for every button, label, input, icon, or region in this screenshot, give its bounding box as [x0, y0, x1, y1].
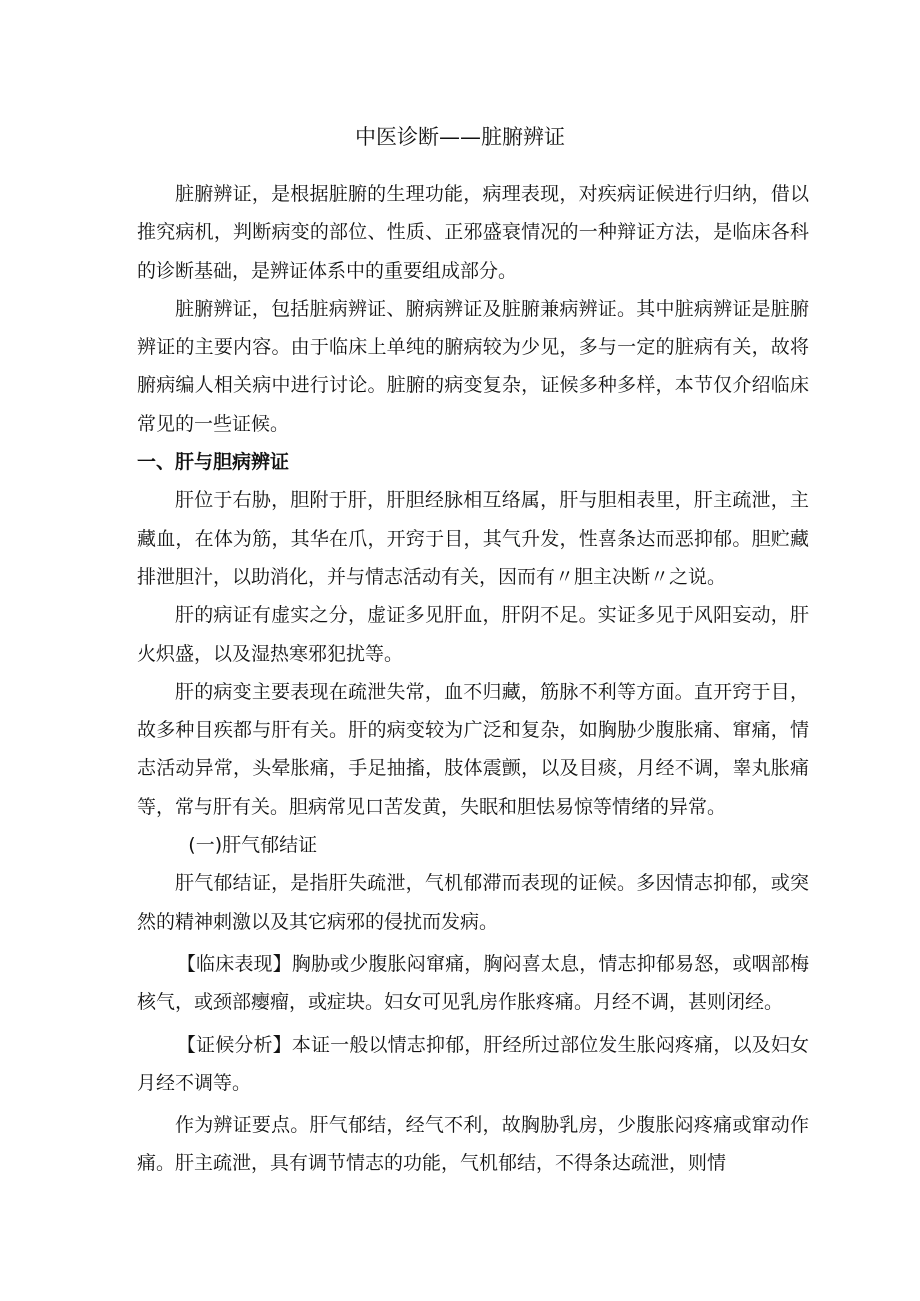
diagnostic-key-points-paragraph: 作为辨证要点。肝气郁结，经气不利，故胸胁乳房，少腹胀闷疼痛或窜动作痛。肝主疏泄，具有调节情志的功能，气机郁结，不得条达疏泄，则情: [137, 1114, 809, 1175]
liver-syndromes-paragraph: 肝的病证有虚实之分，虚证多见肝血，肝阴不足。实证多见于风阳妄动，肝火炽盛，以及湿热寒邪犯扰等。: [137, 604, 809, 665]
intro-paragraph-2: 脏腑辨证，包括脏病辨证、腑病辨证及脏腑兼病辨证。其中脏病辨证是脏腑辨证的主要内容。由于临床上单纯的腑病较为少见，多与一定的脏病有关，故将腑病编人相关病中进行讨论。脏腑的病变复杂，证候多种多样，本节仅介绍临床常见的一些证候。: [137, 297, 809, 435]
page-title: 中医诊断——脏腑辨证: [355, 125, 565, 149]
intro-paragraph-1: 脏腑辨证，是根据脏腑的生理功能，病理表现，对疾病证候进行归纳，借以推究病机，判断病变的部位、性质、正邪盛衰情况的一种辩证方法，是临床各科的诊断基础，是辨证体系中的重要组成部分。: [137, 183, 809, 282]
document-body: [137, 175, 809, 1183]
syndrome-analysis-paragraph: 【证候分析】本证一般以情志抑郁，肝经所过部位发生胀闷疼痛，以及妇女月经不调等。: [137, 1033, 809, 1094]
section-heading-liver-gallbladder: 一、肝与胆病辨证: [137, 451, 290, 474]
clinical-manifestation-paragraph: 【临床表现】胸胁或少腹胀闷窜痛，胸闷喜太息，情志抑郁易怒，或咽部梅核气，或颈部瘿瘤，或症块。妇女可见乳房作胀疼痛。月经不调，甚则闭经。: [137, 952, 809, 1014]
subsection-heading-liver-qi-stagnation: (一)肝气郁结证: [188, 834, 318, 857]
liver-overview-paragraph: 肝位于右胁，胆附于肝，肝胆经脉相互络属，肝与胆相表里，肝主疏泄，主藏血，在体为筋，其华在爪，开窍于目，其气升发，性喜条达而恶抑郁。胆贮藏排泄胆汁，以助消化，并与情志活动有关，因而有〃胆主决断〃之说。: [137, 489, 809, 588]
liver-manifestations-paragraph: 肝的病变主要表现在疏泄失常，血不归藏，筋脉不利等方面。直开窍于目，故多种目疾都与肝有关。肝的病变较为广泛和复杂，如胸胁少腹胀痛、窜痛，情志活动异常，头晕胀痛，手足抽搐，肢体震颤，以及目痰，月经不调，睾丸胀痛等，常与肝有关。胆病常见口苦发黄，失眠和胆怯易惊等情绪的异常。: [137, 680, 809, 818]
liver-qi-definition-paragraph: 肝气郁结证，是指肝失疏泄，气机郁滞而表现的证候。多因情志抑郁，或突然的精神刺激以及其它病邪的侵扰而发病。: [137, 872, 809, 933]
